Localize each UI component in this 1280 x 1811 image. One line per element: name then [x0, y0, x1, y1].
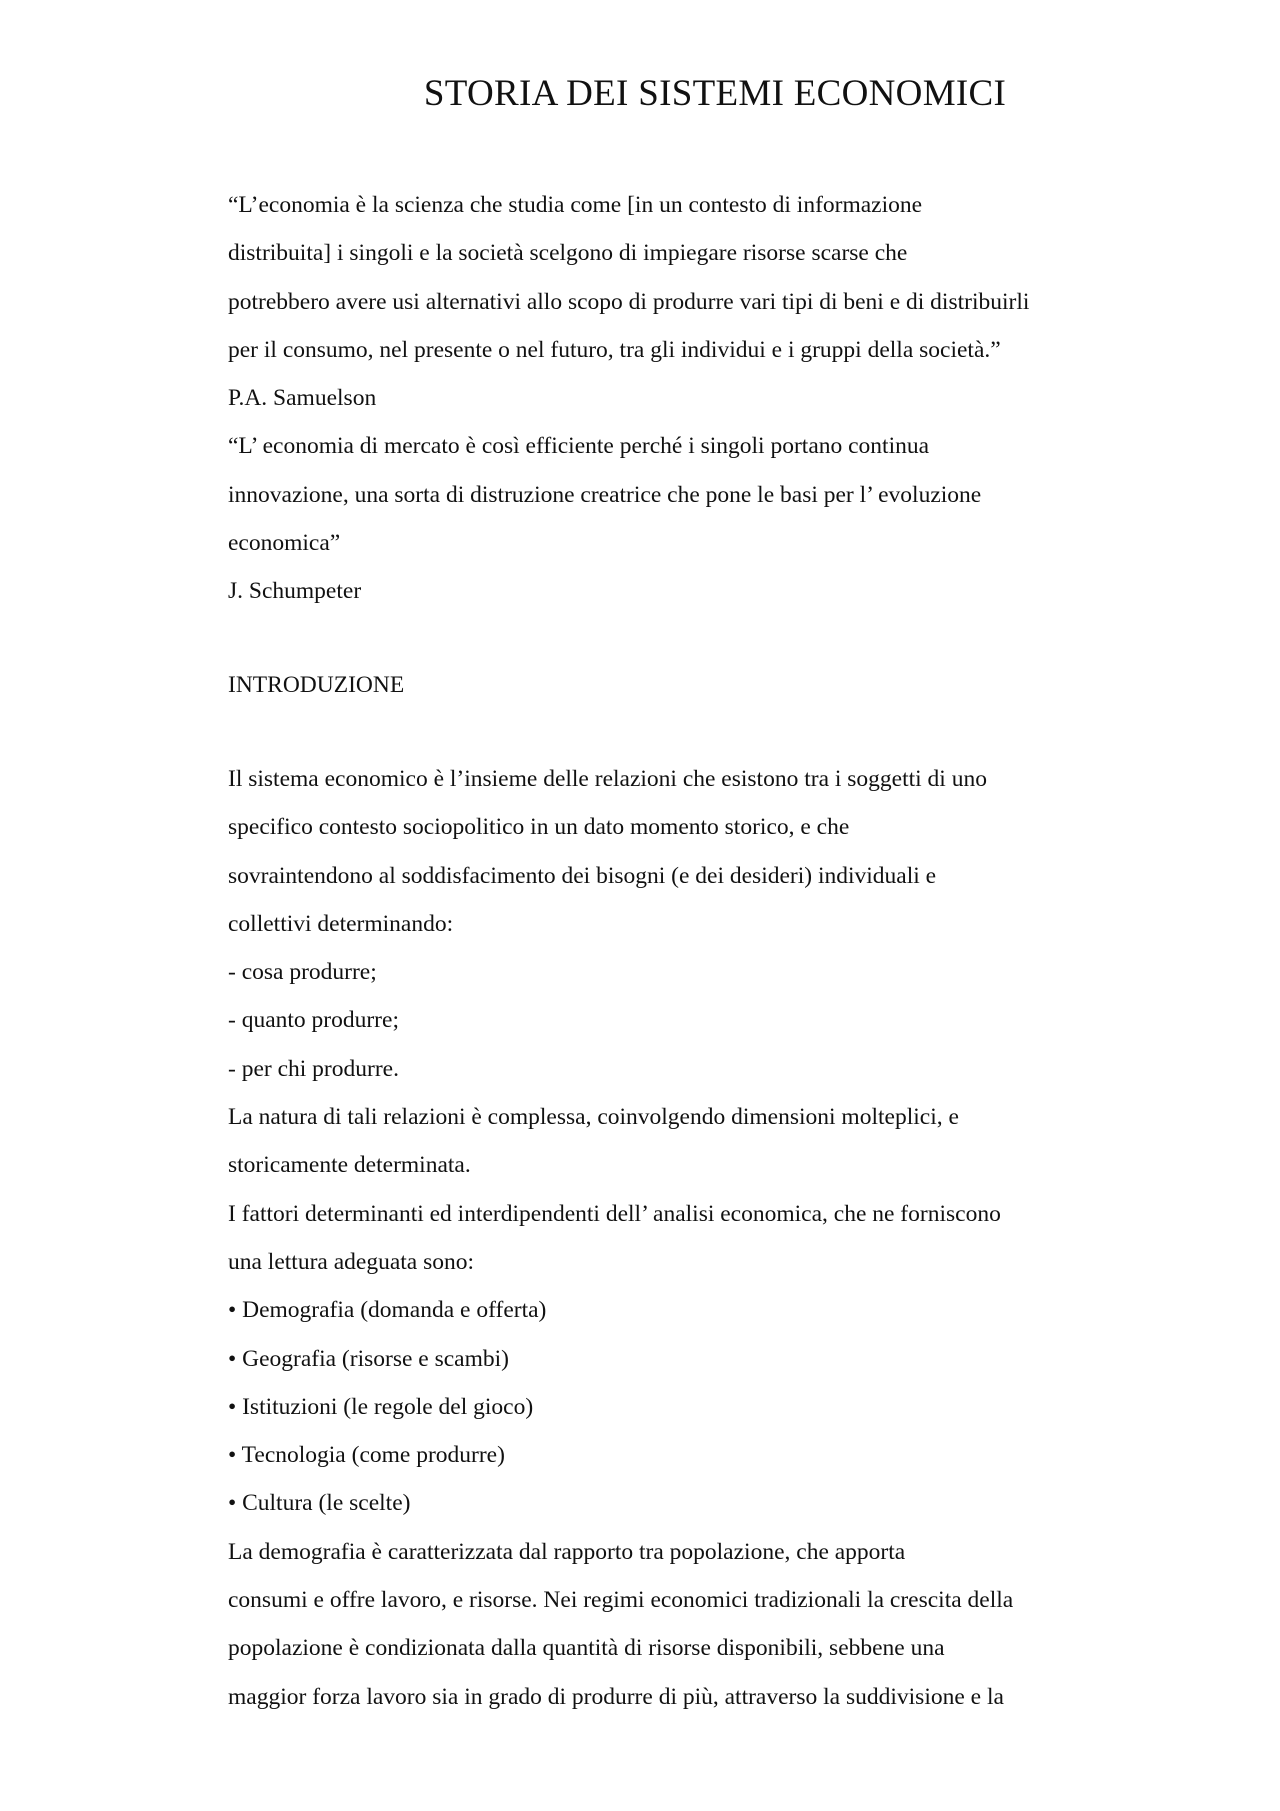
- quote-line: potrebbero avere usi alternativi allo scopo di produrre vari tipi di beni e di distribuirli: [228, 288, 1030, 315]
- quote-line: distribuita] i singoli e la società scelgono di impiegare risorse scarse che: [228, 240, 908, 267]
- quote-line: “L’economia è la scienza che studia come [in un contesto di informazione: [228, 192, 923, 218]
- quote-schumpeter: [228, 422, 1128, 615]
- paragraph-line: specifico contesto sociopolitico in un dato momento storico, e che: [228, 814, 850, 841]
- paragraph-line: collettivi determinando:: [228, 910, 454, 937]
- quote-line: “L’ economia di mercato è così efficiente perché i singoli portano continua: [228, 433, 930, 460]
- document-title: STORIA DEI SISTEMI ECONOMICI: [423, 73, 1007, 114]
- paragraph-line: Il sistema economico è l’insieme delle relazioni che esistono tra i soggetti di uno: [228, 765, 987, 792]
- quote-author: P.A. Samuelson: [228, 385, 377, 412]
- spacer: [228, 709, 1128, 755]
- paragraph-line: maggior forza lavoro sia in grado di produrre di più, attraverso la suddivisione e la: [228, 1683, 1004, 1710]
- quote-line: economica”: [228, 530, 341, 557]
- section-heading: INTRODUZIONE: [228, 671, 405, 698]
- bullet-item: • Istituzioni (le regole del gioco): [228, 1393, 534, 1420]
- document-body: [228, 181, 1128, 1721]
- quote-author: J. Schumpeter: [228, 578, 362, 605]
- spacer: [228, 616, 1128, 661]
- paragraph-line: consumi e offre lavoro, e risorse. Nei regimi economici tradizionali la crescita della: [228, 1587, 1014, 1614]
- quote-line: per il consumo, nel presente o nel futuro, tra gli individui e i gruppi della società.”: [228, 336, 1001, 363]
- list-item: - cosa produrre;: [228, 959, 377, 986]
- bullet-item: • Demografia (domanda e offerta): [228, 1297, 547, 1324]
- paragraph-line: La natura di tali relazioni è complessa, coinvolgendo dimensioni molteplici, e: [228, 1104, 959, 1131]
- intro-text: [228, 755, 1128, 1721]
- paragraph-line: La demografia è caratterizzata dal rapporto tra popolazione, che apporta: [228, 1538, 906, 1565]
- bullet-item: • Tecnologia (come produrre): [228, 1442, 505, 1469]
- list-item: - quanto produrre;: [228, 1007, 399, 1034]
- quote-line: innovazione, una sorta di distruzione creatrice che pone le basi per l’ evoluzione: [228, 481, 982, 508]
- paragraph-line: una lettura adeguata sono:: [228, 1248, 475, 1275]
- list-item: - per chi produrre.: [228, 1055, 399, 1082]
- paragraph-line: I fattori determinanti ed interdipendenti dell’ analisi economica, che ne forniscono: [228, 1200, 1001, 1227]
- quote-samuelson: [228, 181, 1128, 422]
- bullet-item: • Cultura (le scelte): [228, 1490, 411, 1517]
- paragraph-line: storicamente determinata.: [228, 1152, 471, 1179]
- paragraph-line: sovraintendono al soddisfacimento dei bisogni (e dei desideri) individuali e: [228, 862, 937, 889]
- bullet-item: • Geografia (risorse e scambi): [228, 1345, 509, 1372]
- paragraph-line: popolazione è condizionata dalla quantità di risorse disponibili, sebbene una: [228, 1635, 945, 1662]
